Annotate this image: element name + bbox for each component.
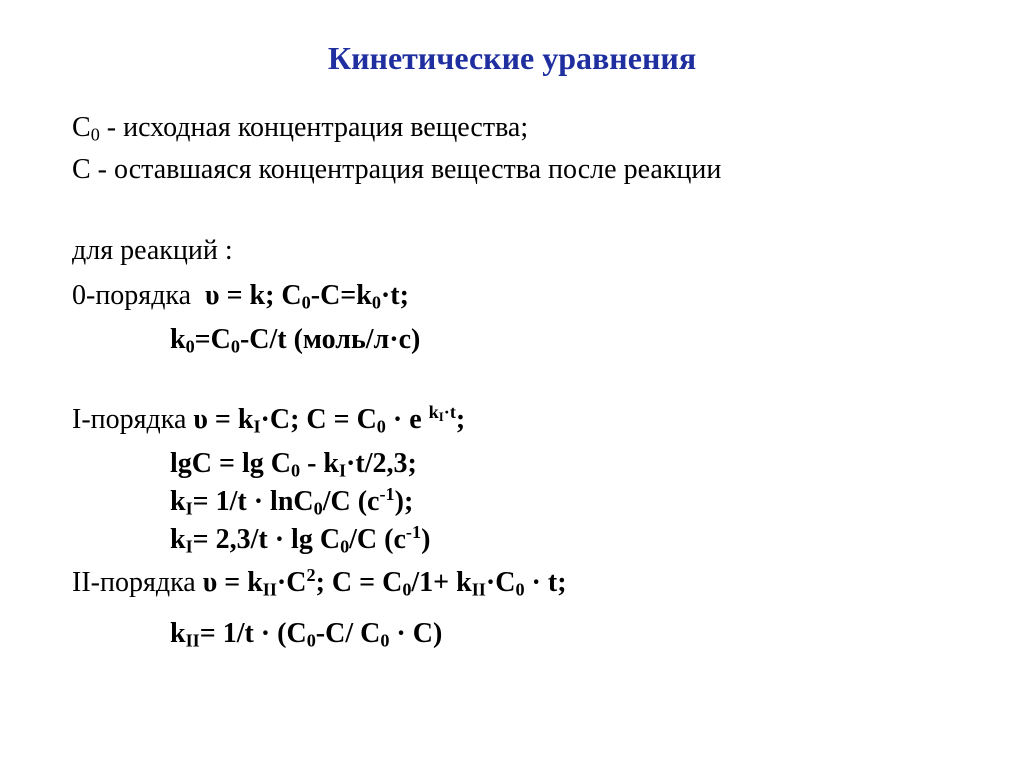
order1-eq2-c: ·t/2,3; — [346, 448, 417, 479]
order2-line1 — [72, 567, 567, 599]
order1-eq4-a-sub: I — [185, 536, 193, 557]
order1-eq4-a: k — [170, 524, 186, 555]
order0-eq1-a: υ = k; C — [205, 280, 302, 311]
order1-eq2-b: - k — [300, 448, 339, 479]
order1-line1 — [72, 404, 465, 436]
order0-eq1-a-sub: 0 — [301, 292, 311, 313]
order1-label: I-порядка — [72, 404, 187, 435]
order2-eq1-c: ; C = C — [315, 567, 403, 598]
order2-eq1-a: υ = k — [202, 567, 263, 598]
exponent-t: ·t — [443, 402, 456, 422]
order1-eq2-a-sub: 0 — [290, 460, 301, 481]
order2-eq1-b: ·C — [276, 567, 307, 598]
order1-eq4-b: = 2,3/t · lg C — [192, 524, 341, 555]
order2-eq1 — [203, 567, 567, 598]
order0-eq1-c: ·t; — [380, 280, 409, 311]
definition-c — [72, 154, 721, 186]
order2-eq1-a-sub: II — [262, 579, 277, 600]
order1-eq3-b: = 1/t · lnC — [192, 486, 314, 517]
order0-line2 — [170, 324, 420, 356]
order1-eq3-d: ); — [394, 486, 414, 517]
order2-label: II-порядка — [72, 567, 196, 598]
order2-eq2-c: -C/ C — [315, 618, 381, 649]
order1-eq1-b: ·C; C = C — [260, 404, 377, 435]
order1-eq4-d: ) — [421, 524, 431, 555]
order1-line4 — [170, 524, 430, 556]
order1-eq1-a: υ = k — [193, 404, 254, 435]
order1-eq1-c: · e — [385, 404, 429, 435]
definition-c0 — [72, 112, 528, 144]
order2-eq1-d-sub: II — [471, 579, 486, 600]
order2-eq2-b: = 1/t · (C — [199, 618, 307, 649]
exponent-k-sub: I — [438, 410, 444, 425]
order0-eq1-b-sub: 0 — [371, 292, 381, 313]
exponent — [428, 402, 456, 425]
order1-eq1 — [193, 404, 465, 435]
order1-eq4-c: /C (c — [349, 524, 406, 555]
order1-line3 — [170, 486, 413, 518]
order1-eq4-c-sup: -1 — [405, 522, 422, 542]
order2-eq1-e-sub: 0 — [515, 579, 525, 600]
order1-eq3-a-sub: I — [185, 498, 193, 519]
order2-eq1-d: /1+ k — [411, 567, 472, 598]
c0-text: - исходная концентрация вещества; — [99, 112, 529, 143]
order1-eq1-d: ; — [455, 404, 466, 435]
order2-eq1-e: ·C — [485, 567, 516, 598]
order2-eq2-a: k — [170, 618, 186, 649]
c-text: C - оставшаяся концентрация вещества после реакции — [72, 154, 722, 185]
order1-eq3-c: /C (c — [322, 486, 380, 517]
order2-eq1-c-sub: 0 — [402, 579, 412, 600]
slide-title: Кинетические уравнения — [327, 40, 697, 76]
order1-eq3-a: k — [170, 486, 186, 517]
order2-line2 — [170, 618, 442, 650]
order0-eq1 — [205, 280, 409, 311]
order1-eq1-a-sub: I — [253, 416, 261, 437]
order0-eq2-b-sub: 0 — [230, 336, 240, 357]
order0-eq2-b: =C — [194, 324, 231, 355]
order1-eq4-b-sub: 0 — [340, 536, 350, 557]
order2-eq2-b-sub: 0 — [306, 630, 316, 651]
order1-eq3-b-sub: 0 — [313, 498, 323, 519]
order0-label: 0-порядка — [72, 280, 192, 311]
order2-eq2-a-sub: II — [185, 630, 200, 651]
order2-eq1-f: · t; — [524, 567, 567, 598]
order1-eq2-b-sub: I — [338, 460, 347, 481]
order1-eq2-a: lgC = lg C — [170, 448, 291, 479]
order2-eq1-b-sup: 2 — [306, 565, 316, 585]
order1-eq1-b-sub: 0 — [376, 416, 386, 437]
order0-eq2-c: -C/t (моль/л·с) — [239, 324, 421, 355]
order0-eq1-b: -C=k — [310, 280, 372, 311]
exponent-k: k — [428, 402, 439, 422]
c0-symbol: C — [72, 112, 91, 143]
order1-line2 — [170, 448, 417, 480]
order0-eq2-a: k — [170, 324, 186, 355]
order2-eq2-d: · C) — [389, 618, 443, 649]
order0-line1 — [72, 280, 409, 312]
order2-eq2-c-sub: 0 — [380, 630, 390, 651]
order0-eq2-a-sub: 0 — [185, 336, 195, 357]
c0-subscript: 0 — [90, 124, 100, 145]
reactions-intro — [72, 235, 233, 267]
intro-text: для реакций : — [72, 235, 233, 266]
order1-eq3-c-sup: -1 — [379, 484, 395, 504]
